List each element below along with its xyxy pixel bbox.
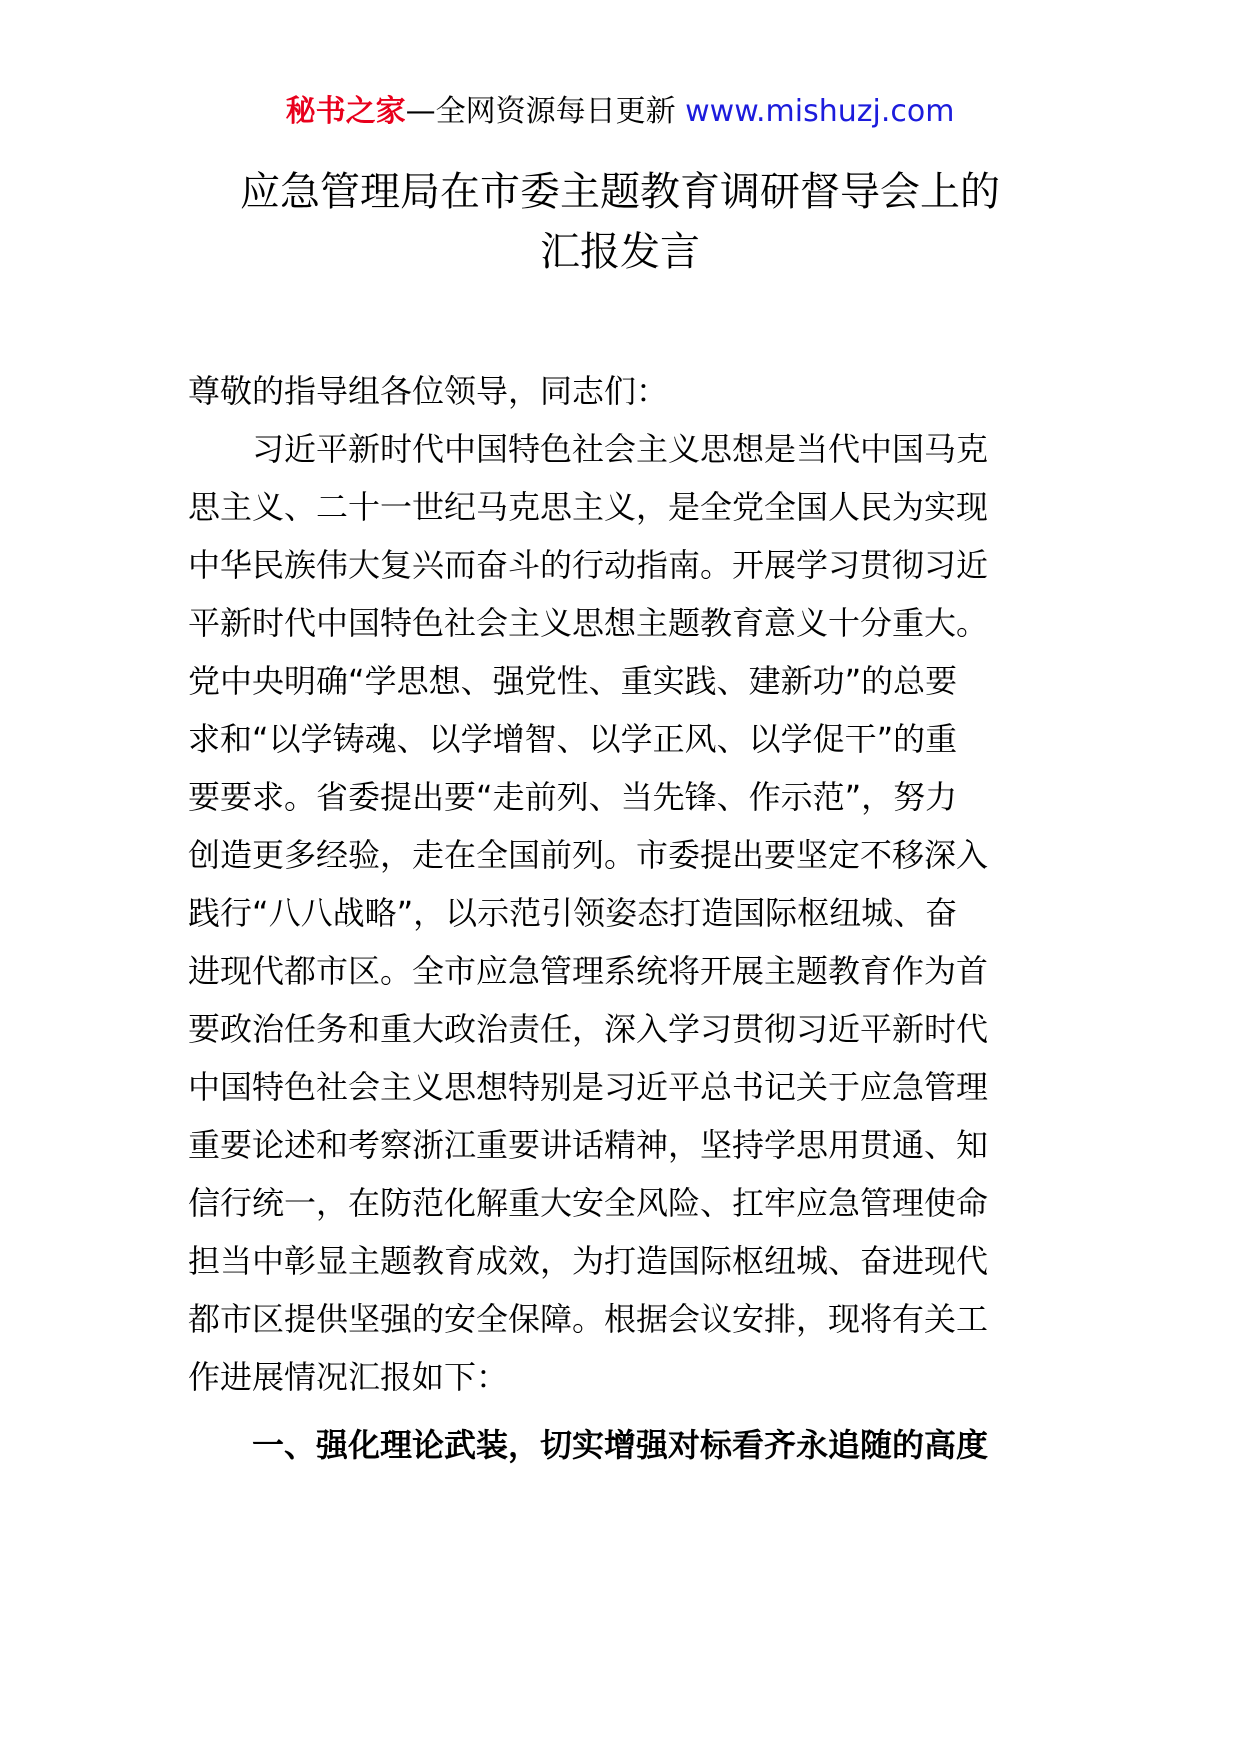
paragraph-line: 习近平新时代中国特色社会主义思想是当代中国马克	[252, 430, 989, 468]
body-paragraph	[188, 420, 1052, 1406]
paragraph-line: 进现代都市区。全市应急管理系统将开展主题教育作为首	[188, 952, 989, 990]
site-tagline: —全网资源每日更新	[405, 94, 676, 129]
paragraph-line: 要要求。省委提出要“走前列、当先锋、作示范”，努力	[188, 778, 958, 816]
paragraph-line: 思主义、二十一世纪马克思主义，是全党全国人民为实现	[188, 488, 989, 526]
paragraph-line: 中华民族伟大复兴而奋斗的行动指南。开展学习贯彻习近	[188, 546, 989, 584]
document-body	[188, 362, 1052, 1474]
salutation: 尊敬的指导组各位领导，同志们：	[188, 372, 669, 410]
paragraph-line: 中国特色社会主义思想特别是习近平总书记关于应急管理	[188, 1068, 989, 1106]
site-url-link[interactable]: www.mishuzj.com	[685, 94, 955, 129]
paragraph-line: 践行“八八战略”，以示范引领姿态打造国际枢纽城、奋	[188, 894, 958, 932]
paragraph-line: 要政治任务和重大政治责任，深入学习贯彻习近平新时代	[188, 1010, 989, 1048]
paragraph-line: 平新时代中国特色社会主义思想主题教育意义十分重大。	[188, 604, 989, 642]
paragraph-line: 重要论述和考察浙江重要讲话精神，坚持学思用贯通、知	[188, 1126, 989, 1164]
title-line-2: 汇报发言	[540, 229, 700, 275]
title-line-1: 应急管理局在市委主题教育调研督导会上的	[240, 169, 1000, 215]
site-banner	[0, 92, 1240, 132]
paragraph-line: 党中央明确“学思想、强党性、重实践、建新功”的总要	[188, 662, 958, 700]
site-brand: 秘书之家	[285, 94, 406, 129]
paragraph-line: 担当中彰显主题教育成效，为打造国际枢纽城、奋进现代	[188, 1242, 989, 1280]
paragraph-line: 创造更多经验，走在全国前列。市委提出要坚定不移深入	[188, 836, 989, 874]
paragraph-line: 信行统一，在防范化解重大安全风险、扛牢应急管理使命	[188, 1184, 989, 1222]
paragraph-line: 作进展情况汇报如下：	[188, 1358, 509, 1396]
paragraph-line: 都市区提供坚强的安全保障。根据会议安排，现将有关工	[188, 1300, 989, 1338]
section-heading: 一、强化理论武装，切实增强对标看齐永追随的高度	[252, 1426, 989, 1464]
paragraph-line: 求和“以学铸魂、以学增智、以学正风、以学促干”的重	[188, 720, 958, 758]
document-title	[0, 162, 1240, 282]
